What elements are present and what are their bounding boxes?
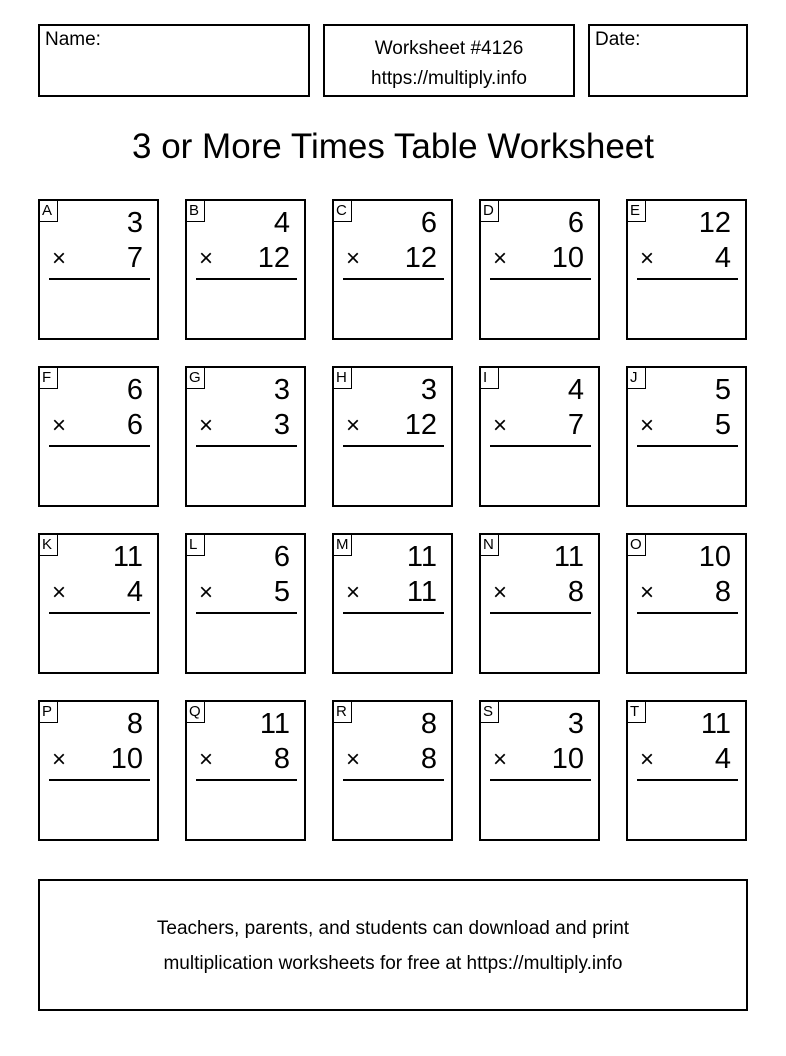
multiplicand: 11 — [259, 708, 290, 740]
problem-box-b[interactable] — [185, 199, 306, 340]
times-sign: × — [199, 579, 214, 606]
multiplicand: 3 — [273, 374, 290, 406]
answer-line — [343, 779, 444, 781]
problem-letter: G — [185, 366, 205, 389]
problem-box-m[interactable] — [332, 533, 453, 674]
multiplicand: 11 — [700, 708, 731, 740]
times-sign: × — [493, 245, 508, 272]
problem-letter: T — [626, 700, 646, 723]
times-sign: × — [52, 245, 67, 272]
times-sign: × — [640, 245, 655, 272]
problem-letter: O — [626, 533, 646, 556]
answer-line — [196, 612, 297, 614]
multiplier: 7 — [126, 242, 143, 274]
problem-letter: R — [332, 700, 352, 723]
multiplicand: 11 — [112, 541, 143, 573]
multiplicand: 6 — [567, 207, 584, 239]
times-sign: × — [640, 412, 655, 439]
problem-letter: A — [38, 199, 58, 222]
problem-box-s[interactable] — [479, 700, 600, 841]
answer-line — [196, 445, 297, 447]
problem-box-k[interactable] — [38, 533, 159, 674]
answer-line — [49, 612, 150, 614]
multiplicand: 6 — [420, 207, 437, 239]
problem-box-o[interactable] — [626, 533, 747, 674]
answer-line — [637, 612, 738, 614]
multiplicand: 12 — [698, 207, 731, 239]
worksheet-info-box — [323, 24, 575, 97]
answer-line — [343, 445, 444, 447]
problem-box-r[interactable] — [332, 700, 453, 841]
problem-letter: C — [332, 199, 352, 222]
multiplier: 12 — [404, 242, 437, 274]
multiplier: 7 — [567, 409, 584, 441]
problem-box-g[interactable] — [185, 366, 306, 507]
footer-line-2: multiplication worksheets for free at https://multiply.info — [163, 953, 623, 974]
answer-line — [343, 612, 444, 614]
multiplier: 8 — [567, 576, 584, 608]
problem-letter: M — [332, 533, 352, 556]
multiplier: 8 — [714, 576, 731, 608]
date-field-box[interactable] — [588, 24, 748, 97]
footer-box — [38, 879, 748, 1011]
problem-box-h[interactable] — [332, 366, 453, 507]
multiplier: 10 — [551, 242, 584, 274]
times-sign: × — [346, 412, 361, 439]
multiplier: 12 — [257, 242, 290, 274]
multiplicand: 4 — [273, 207, 290, 239]
answer-line — [490, 445, 591, 447]
multiplier: 4 — [714, 743, 731, 775]
problem-letter: I — [479, 366, 499, 389]
problem-box-d[interactable] — [479, 199, 600, 340]
multiplier: 11 — [406, 576, 437, 608]
times-sign: × — [493, 579, 508, 606]
problem-box-i[interactable] — [479, 366, 600, 507]
problem-box-j[interactable] — [626, 366, 747, 507]
date-label: Date: — [595, 29, 641, 50]
multiplicand: 8 — [420, 708, 437, 740]
times-sign: × — [52, 412, 67, 439]
answer-line — [196, 278, 297, 280]
problem-box-t[interactable] — [626, 700, 747, 841]
answer-line — [49, 278, 150, 280]
answer-line — [637, 278, 738, 280]
times-sign: × — [493, 746, 508, 773]
multiplier: 12 — [404, 409, 437, 441]
times-sign: × — [346, 746, 361, 773]
problem-letter: L — [185, 533, 205, 556]
answer-line — [490, 278, 591, 280]
multiplier: 6 — [126, 409, 143, 441]
times-sign: × — [493, 412, 508, 439]
worksheet-url: https://multiply.info — [371, 68, 527, 89]
problem-box-n[interactable] — [479, 533, 600, 674]
multiplicand: 3 — [567, 708, 584, 740]
problem-box-e[interactable] — [626, 199, 747, 340]
problem-box-c[interactable] — [332, 199, 453, 340]
worksheet-number: Worksheet #4126 — [374, 38, 524, 59]
multiplicand: 11 — [406, 541, 437, 573]
times-sign: × — [52, 746, 67, 773]
times-sign: × — [199, 746, 214, 773]
page-title: 3 or More Times Table Worksheet — [132, 127, 654, 166]
footer-line-1: Teachers, parents, and students can download and print — [156, 918, 630, 939]
problem-box-a[interactable] — [38, 199, 159, 340]
times-sign: × — [199, 245, 214, 272]
times-sign: × — [52, 579, 67, 606]
multiplicand: 10 — [698, 541, 731, 573]
multiplier: 5 — [273, 576, 290, 608]
times-sign: × — [640, 579, 655, 606]
problem-box-q[interactable] — [185, 700, 306, 841]
multiplicand: 6 — [126, 374, 143, 406]
multiplier: 10 — [110, 743, 143, 775]
multiplicand: 6 — [273, 541, 290, 573]
multiplier: 3 — [273, 409, 290, 441]
problem-letter: D — [479, 199, 499, 222]
problem-letter: P — [38, 700, 58, 723]
problem-letter: B — [185, 199, 205, 222]
answer-line — [343, 278, 444, 280]
problem-box-f[interactable] — [38, 366, 159, 507]
multiplier: 4 — [126, 576, 143, 608]
times-sign: × — [199, 412, 214, 439]
problem-letter: E — [626, 199, 646, 222]
problem-letter: K — [38, 533, 58, 556]
multiplier: 8 — [420, 743, 437, 775]
answer-line — [49, 445, 150, 447]
problem-box-l[interactable] — [185, 533, 306, 674]
multiplier: 4 — [714, 242, 731, 274]
multiplicand: 3 — [126, 207, 143, 239]
multiplicand: 11 — [553, 541, 584, 573]
answer-line — [49, 779, 150, 781]
problem-box-p[interactable] — [38, 700, 159, 841]
multiplicand: 8 — [126, 708, 143, 740]
answer-line — [637, 779, 738, 781]
multiplier: 10 — [551, 743, 584, 775]
problem-letter: Q — [185, 700, 205, 723]
multiplier: 5 — [714, 409, 731, 441]
name-label: Name: — [45, 29, 101, 50]
times-sign: × — [346, 245, 361, 272]
problem-letter: F — [38, 366, 58, 389]
name-field-box[interactable] — [38, 24, 310, 97]
times-sign: × — [640, 746, 655, 773]
multiplicand: 3 — [420, 374, 437, 406]
times-sign: × — [346, 579, 361, 606]
problem-letter: H — [332, 366, 352, 389]
multiplicand: 4 — [567, 374, 584, 406]
problem-letter: J — [626, 366, 646, 389]
answer-line — [196, 779, 297, 781]
multiplicand: 5 — [714, 374, 731, 406]
answer-line — [490, 612, 591, 614]
answer-line — [490, 779, 591, 781]
answer-line — [637, 445, 738, 447]
problem-letter: S — [479, 700, 499, 723]
multiplier: 8 — [273, 743, 290, 775]
problem-letter: N — [479, 533, 499, 556]
